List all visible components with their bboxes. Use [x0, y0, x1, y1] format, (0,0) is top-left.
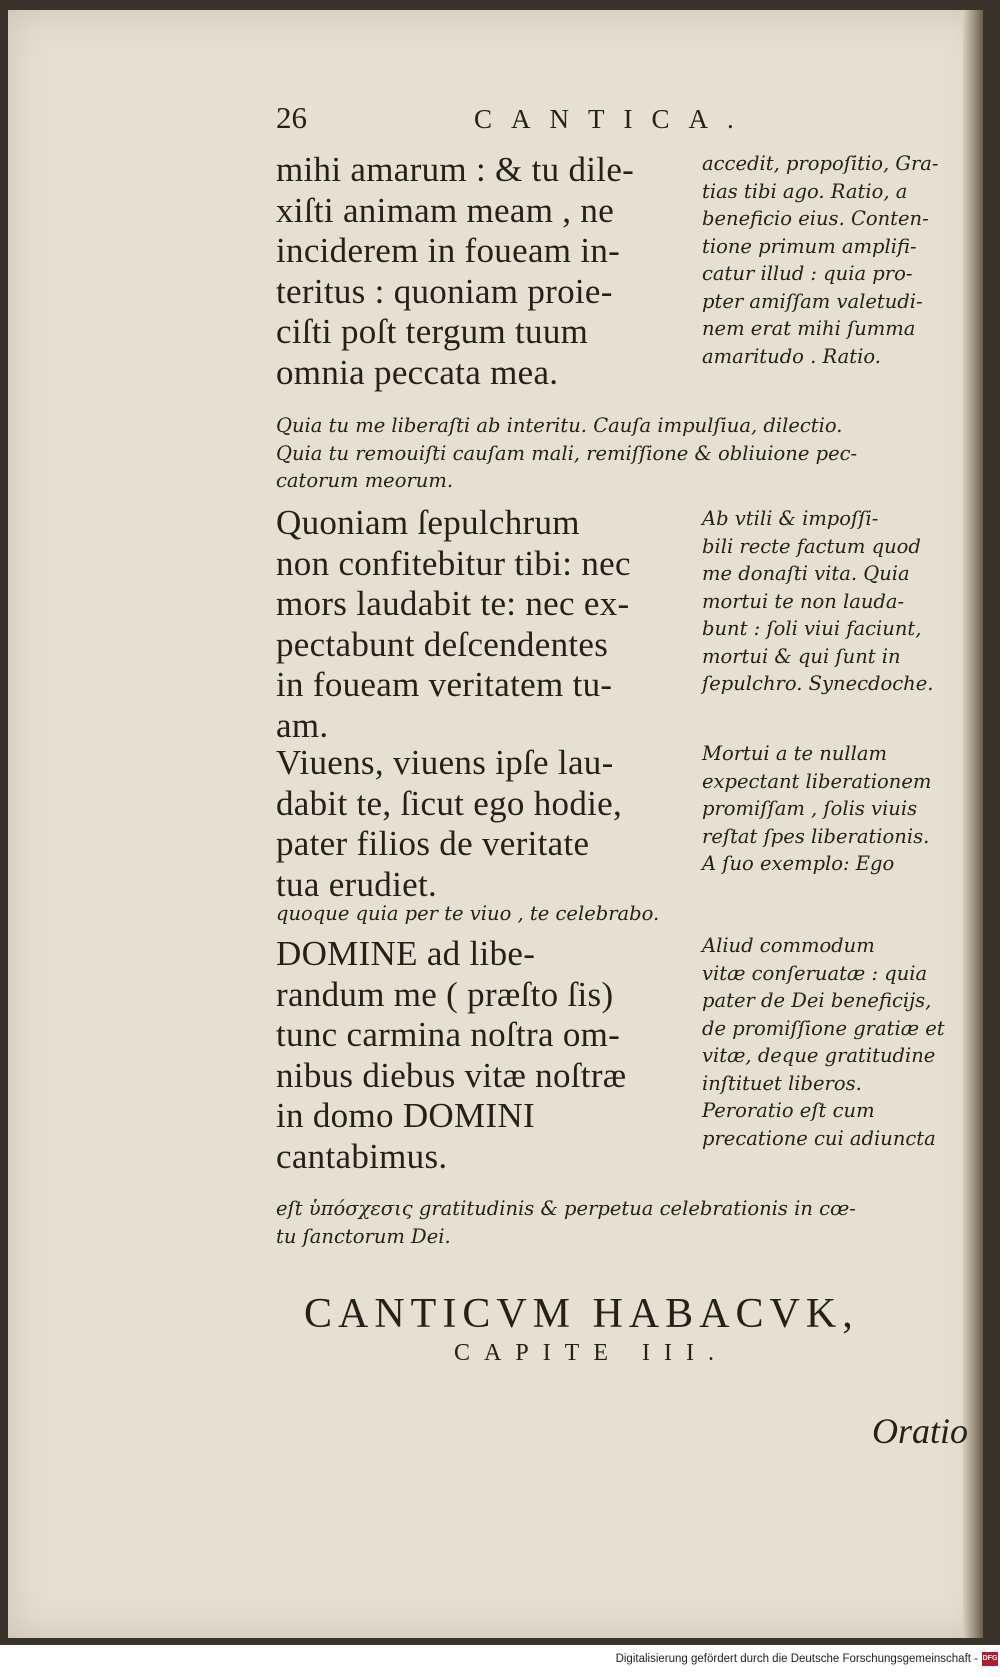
text-line: pter amiſſam valetudi-	[702, 289, 923, 313]
margin-commentary-3	[702, 740, 931, 878]
text-line: Ab vtili & impoſſi-	[702, 507, 879, 530]
text-line: pater filios de veritate	[276, 824, 590, 863]
text-line: reſtat ſpes liberationis.	[702, 824, 930, 848]
text-line: nibus diebus vitæ noſtræ	[276, 1055, 627, 1095]
text-line: tua erudiet.	[276, 864, 438, 904]
text-line: A ſuo exemplo: Ego	[702, 852, 895, 875]
page-number: 26	[276, 100, 307, 135]
text-line: Viuens, viuens ipſe lau-	[276, 743, 614, 782]
text-line: teritus : quoniam proie-	[276, 271, 613, 311]
text-line: mihi amarum : & tu dile-	[276, 150, 635, 189]
text-line: Aliud commodum	[702, 934, 875, 957]
text-line: vitæ, deque gratitudine	[702, 1044, 936, 1067]
text-line: xiſti animam meam , ne	[276, 190, 615, 230]
text-line: eſt ὑπόσχεσις gratitudinis & perpetua celebrationis in cœ-	[276, 1197, 856, 1220]
text-line: accedit, propoſitio, Gra-	[702, 152, 939, 175]
text-line: Quia tu me liberaſti ab interitu. Cauſa impulſiua, dilectio.	[276, 414, 843, 437]
footer-bar	[0, 1645, 1000, 1677]
margin-commentary-1	[702, 150, 939, 370]
text-line: catur illud : quia pro-	[702, 262, 913, 285]
text-line: de promiſſione gratiæ et	[702, 1016, 945, 1040]
digitization-credit: Digitalisierung gefördert durch die Deutsche Forschungsgemeinschaft -	[615, 1653, 978, 1665]
text-line: promiſſam , ſolis viuis	[702, 797, 918, 820]
text-line: cantabimus.	[276, 1136, 448, 1176]
commentary-continuation-4	[276, 1195, 856, 1250]
text-line: in foueam veritatem tu-	[276, 665, 613, 704]
chapter-heading: CAPITE III.	[454, 1340, 728, 1366]
text-line: pater de Dei beneficijs,	[702, 989, 932, 1012]
margin-commentary-4	[702, 932, 945, 1152]
text-line: DOMINE ad libe-	[276, 934, 536, 973]
text-line: tunc carmina noſtra om-	[276, 1015, 621, 1054]
commentary-continuation-1	[276, 412, 857, 495]
text-line: inciderem in foueam in-	[276, 231, 621, 270]
text-line: tione primum amplifi-	[702, 234, 917, 258]
main-text-block-3	[276, 743, 622, 905]
text-line: tias tibi ago. Ratio, a	[702, 179, 908, 203]
text-line: catorum meorum.	[276, 469, 454, 492]
section-title: CANTICVM HABACVK,	[304, 1291, 859, 1337]
text-line: randum me ( præſto ſis)	[276, 974, 614, 1014]
text-line: am.	[276, 705, 329, 745]
text-line: ciſti poſt tergum tuum	[276, 312, 589, 351]
main-text-block-1	[276, 150, 634, 393]
text-line: amaritudo . Ratio.	[702, 344, 881, 368]
text-line: tu ſanctorum Dei.	[276, 1224, 451, 1248]
text-line: Mortui a te nullam	[702, 742, 887, 765]
text-line: nem erat mihi ſumma	[702, 317, 916, 340]
text-line: pectabunt deſcendentes	[276, 624, 609, 664]
running-title: CANTICA.	[474, 104, 753, 134]
catchword: Oratio	[872, 1411, 969, 1451]
text-line: precatione cui adiuncta	[702, 1126, 936, 1150]
text-line: ſepulchro. Synecdoche.	[702, 672, 934, 695]
text-line: bunt : ſoli viui faciunt,	[702, 617, 922, 640]
text-line: inſtituet liberos.	[702, 1071, 862, 1095]
text-line: expectant liberationem	[702, 769, 932, 793]
text-line: mors laudabit te: nec ex-	[276, 584, 630, 623]
text-line: non confitebitur tibi: nec	[276, 543, 631, 583]
page-gutter-shadow	[963, 10, 983, 1638]
text-line: me donaſti vita. Quia	[702, 562, 910, 585]
text-line: Quoniam ſepulchrum	[276, 503, 580, 542]
text-line: bili recte factum quod	[702, 534, 921, 558]
text-line: mortui te non lauda-	[702, 589, 905, 613]
text-line: Peroratio eſt cum	[702, 1099, 875, 1122]
text-line: vitæ conſeruatæ : quia	[702, 961, 928, 985]
text-line: in domo DOMINI	[276, 1096, 535, 1135]
main-text-block-2	[276, 503, 631, 746]
text-line: beneficio eius. Conten-	[702, 207, 929, 230]
main-text-block-4	[276, 934, 626, 1177]
text-line: omnia peccata mea.	[276, 352, 559, 392]
dfg-logo-icon: DFG	[982, 1652, 998, 1666]
margin-commentary-2	[702, 505, 933, 698]
text-line: dabit te, ſicut ego hodie,	[276, 783, 623, 823]
commentary-continuation-3	[276, 900, 659, 928]
text-line: mortui & qui ſunt in	[702, 644, 901, 668]
text-line: Quia tu remouiſti cauſam mali, remiſſione & obliuione pec-	[276, 441, 858, 465]
text-line: quoque quia per te viuo , te celebrabo.	[276, 902, 660, 925]
